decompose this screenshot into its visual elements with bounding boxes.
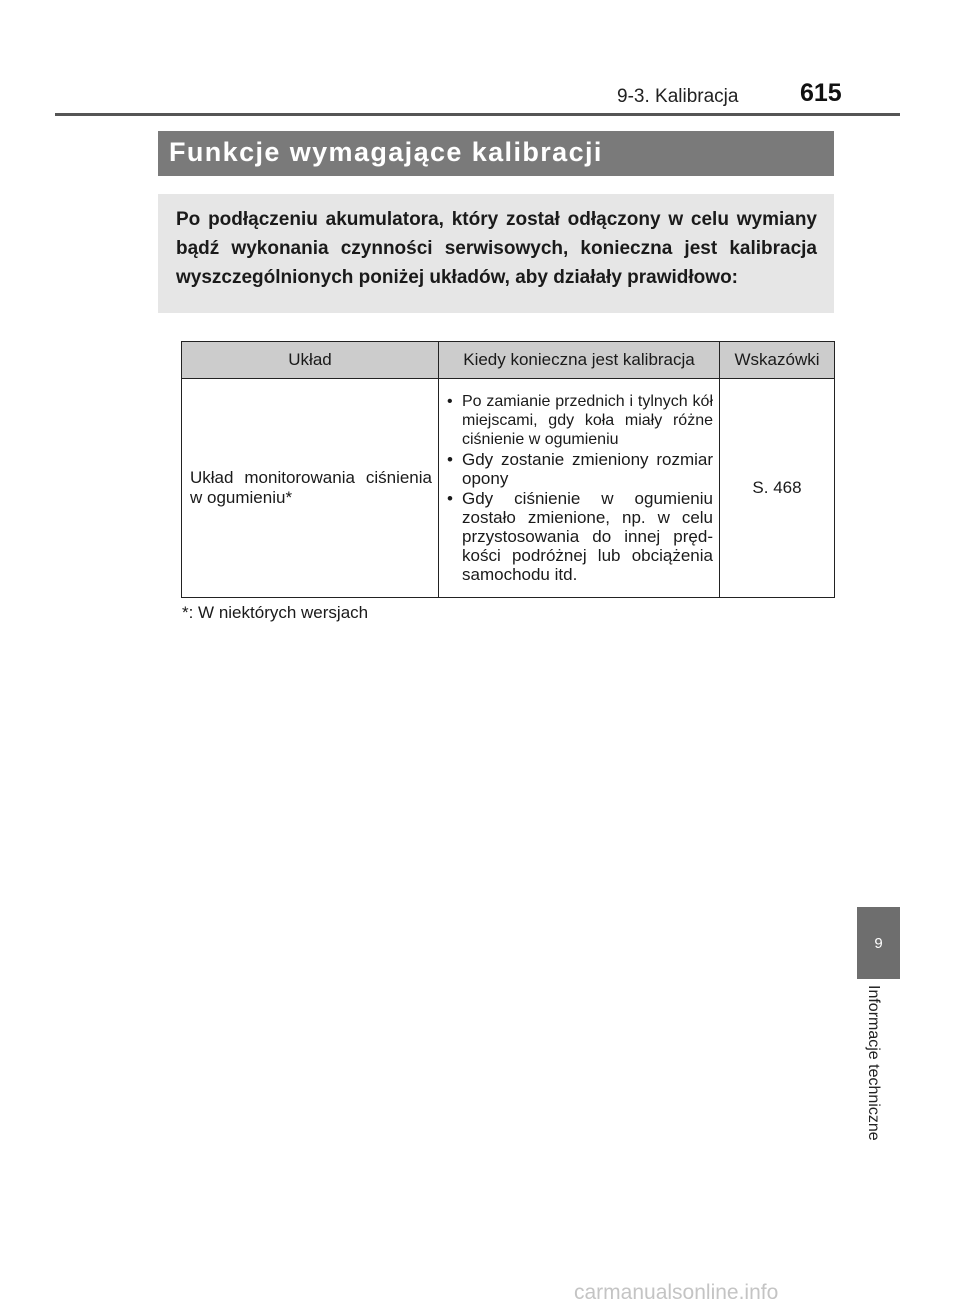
chapter-tab: [857, 907, 900, 979]
page-heading: Funkcje wymagające kalibracji: [169, 137, 603, 167]
reference-cell: S. 468: [720, 379, 835, 598]
list-item: • Po zamianie przednich i tylnych kół miejscami, gdy koła miały różne ciśnienie w ogumieniu: [445, 392, 713, 449]
system-cell: Układ monitorowania ciśnienia w ogumieniu*: [182, 379, 439, 598]
list-item: • Gdy ciśnienie w ogumieniu zostało zmienione, np. w celu przystosowania do innej prędkości podróżnej lub obciążenia samochodu itd.: [445, 489, 713, 584]
watermark: carmanualsonline.info: [574, 1281, 779, 1304]
chapter-label: Informacje techniczne: [865, 985, 882, 1141]
column-header-reference: Wskazówki: [720, 342, 835, 379]
calibration-table: [181, 341, 835, 598]
conditions-cell: [439, 379, 720, 598]
column-header-conditions: Kiedy konieczna jest kalibracja: [439, 342, 720, 379]
page-heading-bar: [158, 131, 834, 176]
column-header-system: Układ: [182, 342, 439, 379]
footnote: *: W niektórych wersjach: [182, 603, 369, 622]
header-divider: [55, 113, 900, 116]
list-item: • Gdy zostanie zmieniony rozmiar opony: [445, 450, 713, 488]
section-title: 9-3. Kalibracja: [617, 86, 739, 107]
page-number: 615: [800, 79, 842, 107]
intro-text: Po podłączeniu akumulatora, który został odłączony w celu wymiany bądź wykonania czynności serwisowych, konieczna jest kalibracja wyszczególnionych poniżej układów, aby działały prawidłowo:: [176, 209, 817, 288]
chapter-number: 9: [874, 934, 883, 952]
intro-box: [158, 194, 834, 313]
table-row: [182, 379, 835, 598]
conditions-list: [445, 392, 713, 584]
table-header-row: [182, 342, 835, 379]
